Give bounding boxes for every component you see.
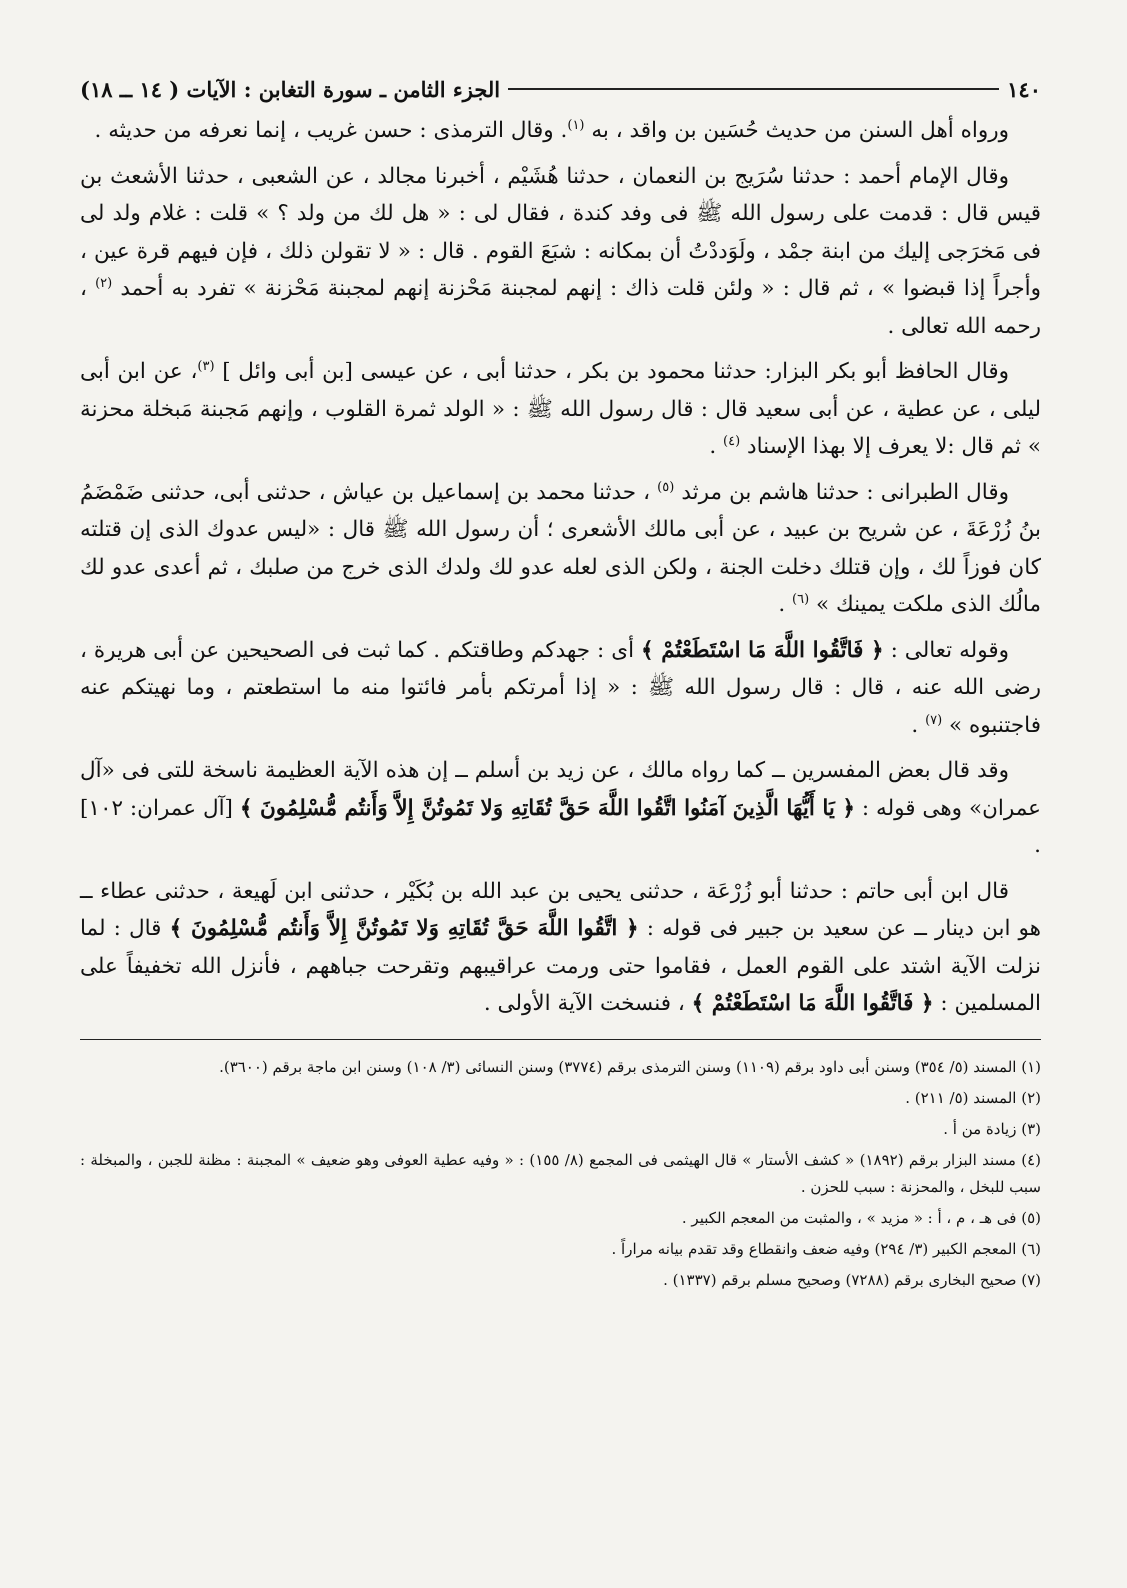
p4-text3: . [778,592,786,617]
footnote-5: (٥) فى هـ ، م ، أ : « مزيد » ، والمثبت من المعجم الكبير . [681,1209,1041,1227]
p5-text: وقوله تعالى : [890,637,1009,663]
page-number: ١٤٠ [1007,76,1041,102]
p7-text2: قال : لما نزلت الآية اشتد على القوم العمل ، فقاموا حتى ورمت عراقيبهم وتقرحت جباههم ، فأنزل الله تخفيفاً على المسلمين : [80,916,1041,1016]
footnote-6: (٦) المعجم الكبير (٣/ ٢٩٤) وفيه ضعف وانقطاع وقد تقدم بيانه مراراً . [611,1240,1041,1258]
p7-text: قال ابن أبى حاتم : حدثنا أبو زُرْعَة ، حدثنى يحيى بن عبد الله بن بُكَيْر ، حدثنى ابن لَهيعة ، حدثنى عطاء ــ هو ابن دينار ــ عن سعيد بن جبير فى قوله : [80,878,1041,941]
header-title: الجزء الثامن ـ سورة التغابن : الآيات ( ١٤ ــ ١٨) [80,76,501,102]
paragraph-3 [80,353,1041,466]
footnote-ref[interactable]: (٣) [197,358,215,374]
footnote-1: (١) المسند (٥/ ٣٥٤) وسنن أبى داود برقم (١١٠٩) وسنن الترمذى برقم (٣٧٧٤) وسنن النسائى (٣/ ١٠٨) وسنن ابن ماجة برقم (٣٦٠٠). [219,1058,1041,1076]
quran-verse: ﴿ فَاتَّقُوا اللَّهَ مَا اسْتَطَعْتُمْ ﴾ [691,991,934,1016]
footnote-2: (٢) المسند (٥/ ٢١١) . [905,1089,1041,1107]
p3-text2: ، عن ابن أبى ليلى ، عن عطية ، عن أبى سعيد قال : قال رسول الله ﷺ : « الولد ثمرة القلوب ، وإنهم مَجبنة مَبخلة محزنة » ثم قال :لا يعرف إلا بهذا الإسناد [80,359,1041,459]
footnote-ref[interactable]: (٤) [723,433,741,449]
p4-text: وقال الطبرانى : حدثنا هاشم بن مرثد [681,479,1010,505]
paragraph-1 [80,112,1041,150]
p3-text3: . [709,434,717,459]
footnote-7: (٧) صحيح البخارى برقم (٧٢٨٨) وصحيح مسلم برقم (١٣٣٧) . [663,1271,1041,1289]
paragraph-7 [80,873,1041,1023]
main-text [80,112,1041,1023]
footnote-4: (٤) مسند البزار برقم (١٨٩٢) « كشف الأستار » قال الهيثمى فى المجمع (٨/ ١٥٥) : « وفيه عطية العوفى وهو ضعيف » المجبنة : مظنة للجبن ، والمبخلة : سبب للبخل ، والمحزنة : سبب للحزن . [80,1151,1042,1196]
p7-text3: ، فنسخت الآية الأولى . [483,991,685,1016]
p2-text2: ، رحمه الله تعالى . [80,276,1041,339]
p5-text2: أى : جهدكم وطاقتكم . كما ثبت فى الصحيحين عن أبى هريرة ، رضى الله عنه ، قال : قال رسول الله ﷺ : « إذا أمرتكم بأمر فائتوا منه ما استطعتم ، وما نهيتكم عنه فاجتنبوه » [80,637,1041,738]
footnotes [80,1054,1041,1294]
paragraph-2 [80,158,1041,346]
quran-verse: ﴿ يَا أَيُّهَا الَّذِينَ آمَنُوا اتَّقُوا اللَّهَ حَقَّ تُقَاتِهِ وَلا تَمُوتُنَّ إِلاَّ وَأَنتُم مُّسْلِمُونَ ﴾ [239,795,856,821]
footnote-divider [80,1039,1041,1041]
paragraph-6 [80,752,1041,865]
header-rule [508,88,999,90]
quran-verse: ﴿ فَاتَّقُوا اللَّهَ مَا اسْتَطَعْتُمْ ﴾ [641,637,884,663]
footnote-ref[interactable]: (٧) [925,712,943,728]
footnote-ref[interactable]: (٢) [95,275,113,291]
p2-text: وقال الإمام أحمد : حدثنا سُرَيج بن النعمان ، حدثنا هُشَيْم ، أخبرنا مجالد ، عن الشعبى ، حدثنا الأشعث بن قيس قال : قدمت على رسول الله ﷺ فى وفد كندة ، فقال لى : « هل لك من ولد ؟ » قلت : غلام ولد لى فى مَخرَجى إليك من ابنة جمْد ، ولَوَددْتُ أن بمكانه : شبَعَ القوم . قال : « لا تقولن ذلك ، فإن فيهم قرة عين ، وأجراً إذا قبضوا » ، ثم قال : « ولئن قلت ذاك : إنهم لمجبنة مَحْزنة إنهم لمجبنة مَحْزنة » تفرد به أحمد [80,163,1041,301]
quran-verse: ﴿ اتَّقُوا اللَّهَ حَقَّ تُقَاتِهِ وَلا تَمُوتُنَّ إِلاَّ وَأَنتُم مُّسْلِمُونَ ﴾ [169,916,639,941]
paragraph-5 [80,632,1041,745]
footnote-ref[interactable]: (٥) [657,479,675,495]
p6-text: وقد قال بعض المفسرين ــ كما رواه مالك ، عن زيد بن أسلم ــ إن هذه الآية العظيمة ناسخة للتى فى «آل عمران» وهى قوله : [80,758,1041,821]
p4-text2: ، حدثنا محمد بن إسماعيل بن عياش ، حدثنى أبى، حدثنى ضَمْضَمُ بنُ زُرْعَةَ ، عن شريح بن عبيد ، عن أبى مالك الأشعرى ؛ أن رسول الله ﷺ قال : «ليس عدوك الذى إن قتلته كان فوزاً لك ، وإن قتلك دخلت الجنة ، ولكن الذى لعله عدو لك ولدك الذى خرج من صلبك ، ثم أعدى عدو لك مالُك الذى ملكت يمينك » [80,479,1041,617]
p5-text3: . [911,712,919,738]
p1-text2: . وقال الترمذى : حسن غريب ، إنما نعرفه من حديثه . [94,118,568,143]
paragraph-4 [80,474,1041,624]
p6-text2: [آل عمران: ١٠٢] . [80,795,1041,858]
p1-text: ورواه أهل السنن من حديث حُسَين بن واقد ، به [591,118,1009,143]
footnote-3: (٣) زيادة من أ . [943,1120,1041,1138]
footnote-ref[interactable]: (٦) [792,591,810,607]
footnote-ref[interactable]: (١) [567,117,585,133]
p3-text: وقال الحافظ أبو بكر البزار: حدثنا محمود بن بكر ، حدثنا أبى ، عن عيسى [بن أبى وائل ] [222,359,1009,384]
running-header [80,70,1041,108]
